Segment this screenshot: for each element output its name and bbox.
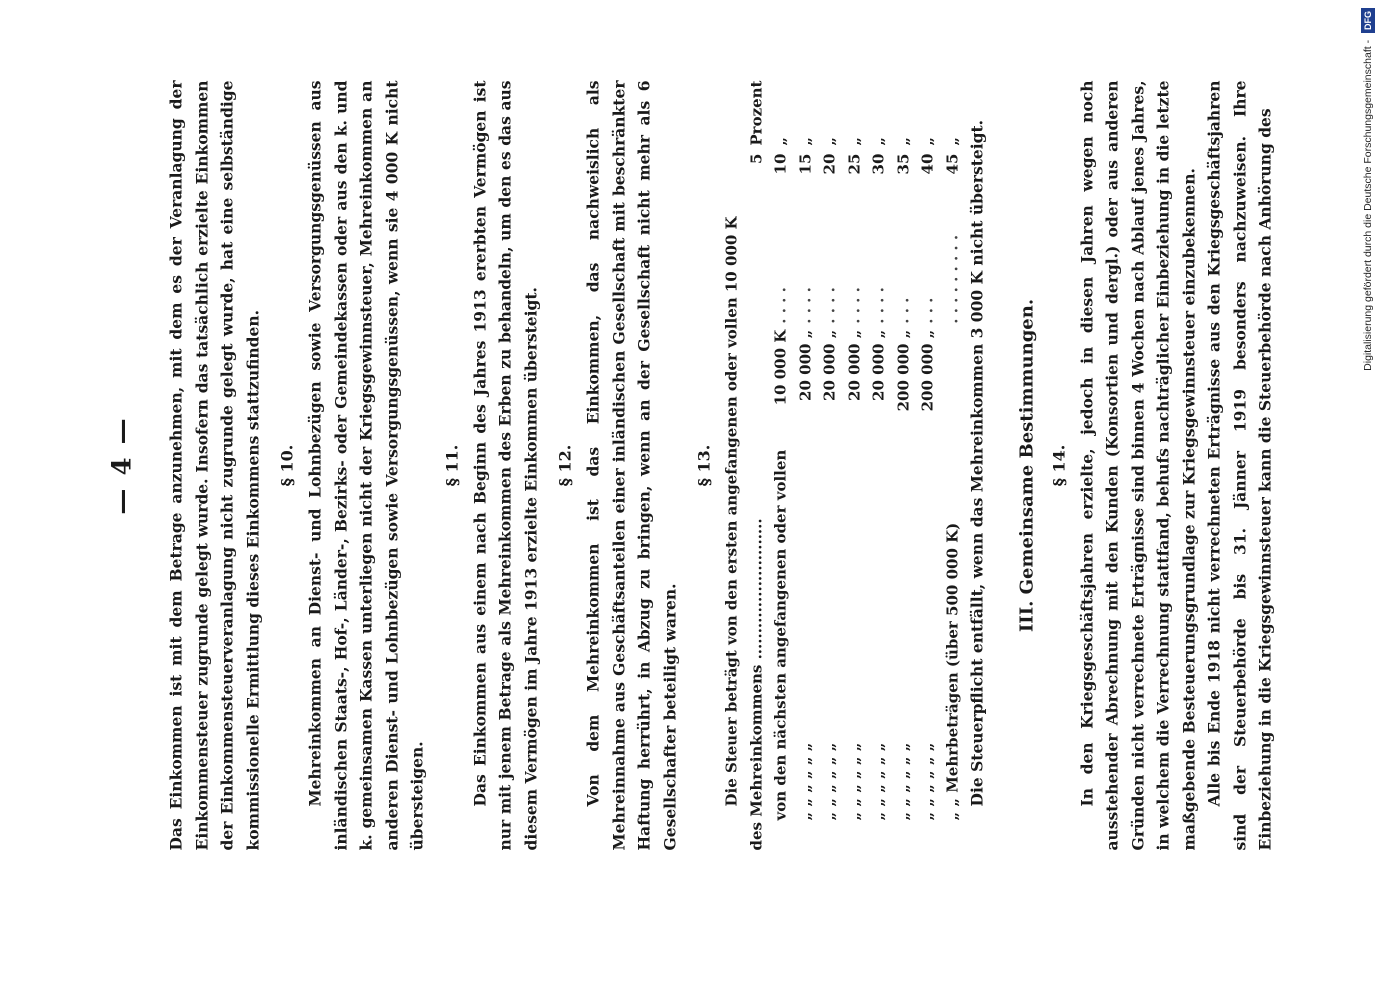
tax-rate-prefix: „ „ „ „ „ „ xyxy=(845,742,863,821)
section-10-title: § 10. xyxy=(277,444,297,487)
tax-rate-prefix: „ „ „ „ „ „ xyxy=(894,742,912,821)
tax-rate-percent: 35 xyxy=(894,153,912,175)
tax-rate-dots: . . . . xyxy=(820,287,839,324)
tax-lead-text: Die Steuer beträgt von den ersten angefangenen oder vollen 10 000 K des Mehreinkommens xyxy=(722,216,765,851)
tax-rate-prefix: „ „ Mehrbeträgen (über 500 000 K) xyxy=(943,522,961,821)
tax-rate-amount: 20 000 „ xyxy=(820,329,839,401)
dfg-logo: DFG xyxy=(1361,8,1375,33)
tax-rate-lead-row xyxy=(720,81,769,851)
tax-rate-row xyxy=(867,81,892,851)
tax-rate-amount: 20 000 „ xyxy=(869,329,888,401)
intro-paragraph: Das Einkommen ist mit dem Betrage anzunehmen, mit dem es der Veranlagung der Einkommensteuer zugrunde gelegt wurde. Insofern das tatsächlich erzielte Einkommen der Einkommensteuerveranlagung nicht zugrunde gelegt wurde, hat eine selbständige kommissionelle Ermittlung dieses Einkommens stattzufinden. xyxy=(166,80,262,851)
tax-rate-prefix: „ „ „ „ „ „ xyxy=(796,742,814,821)
tax-rate-dots: . . . xyxy=(894,297,912,324)
tax-rate-row xyxy=(940,81,965,851)
section-14-title: § 14. xyxy=(1049,444,1068,487)
tax-rate-percent: 15 xyxy=(796,153,814,175)
tax-rate-row xyxy=(916,81,941,851)
tax-rate-unit: „ xyxy=(943,136,961,146)
tax-rate-prefix: „ „ „ „ „ „ xyxy=(918,742,937,821)
tax-rate-prefix: von den nächsten angefangenen oder vollen xyxy=(771,449,790,821)
section-14-paragraph-1: In den Kriegsgeschäftsjahren erzielte, jedoch in diesen Jahren wegen noch ausstehender Abrechnung mit den Kunden (Konsortien und dergl.) oder aus anderen Gründen nicht verrechnete Erträgnisse sind binnen 4 Wochen nach Ablauf jenes Jahres, in welchem die Verrechnung stattfand, behufs nachträglicher Einbeziehung in die letzte maßgebende Besteuerungsgrundlage zur Kriegsgewinnsteuer einzubekennen. xyxy=(1077,80,1198,851)
page-number: — 4 — xyxy=(107,416,138,515)
tax-rate-unit: „ xyxy=(796,136,814,146)
tax-rate-unit: „ xyxy=(869,136,888,146)
part-3-heading: III. Gemeinsame Bestimmungen. xyxy=(1016,298,1037,633)
tax-rate-amount: 200 000 „ xyxy=(894,329,912,412)
tax-rate-unit: „ xyxy=(894,136,912,146)
section-12-text: Von dem Mehreinkommen ist das Einkommen, das nachweislich als Mehreinnahme aus Geschäftsanteilen einer inländischen Gesellschaft mit beschränkter Haftung herrührt, in Abzug zu bringen, wenn an der Gesellschaft nicht mehr als 6 Gesellschafter beteiligt waren. xyxy=(583,80,679,851)
tax-rate-row xyxy=(769,81,794,851)
digitization-sidebar xyxy=(1357,8,1379,398)
section-11-text: Das Einkommen aus einem nach Beginn des Jahres 1913 ererbten Vermögen ist nur mit jenem Betrage als Mehreinkommen des Erben zu behandeln, um den es das aus diesem Vermögen im Jahre 1913 erzielte Einkommen übersteigt. xyxy=(470,80,540,851)
tax-rate-percent: 40 xyxy=(918,153,937,175)
tax-rate-row xyxy=(842,81,867,851)
tax-rate-rows xyxy=(769,81,965,851)
tax-rate-dots: . . . . . . . . . xyxy=(943,234,961,324)
tax-rate-unit: „ xyxy=(845,136,863,146)
tax-rate-dots: . . . . xyxy=(796,287,814,324)
section-14-paragraph-2: Alle bis Ende 1918 nicht verrechneten Erträgnisse aus den Kriegsgeschäftsjahren sind der Steuerbehörde bis 31. Jänner 1919 besonders nachzuweisen. Ihre Einbeziehung in die Kriegsgewinnsteuer kann die Steuerbehörde nach Anhörung des xyxy=(1204,80,1275,851)
section-11-title: § 11. xyxy=(442,444,461,487)
tax-rate-prefix: „ „ „ „ „ „ xyxy=(820,742,839,821)
tax-rate-table xyxy=(720,81,965,851)
tax-rate-percent: 30 xyxy=(869,153,888,175)
section-12-title: § 12. xyxy=(555,444,575,487)
digitization-credit-text: Digitalisierung gefördert durch die Deutsche Forschungsgemeinschaft - xyxy=(1362,39,1374,371)
section-13-title: § 13. xyxy=(694,444,714,487)
tax-rate-dots: . . . . xyxy=(771,287,790,324)
tax-rate-amount xyxy=(940,324,965,450)
digitization-credit xyxy=(1357,8,1379,398)
tax-rate-row xyxy=(891,81,916,851)
tax-rate-row xyxy=(818,81,843,851)
tax-rate-dots: . . . xyxy=(918,297,937,324)
tax-rate-amount: 10 000 K xyxy=(771,329,790,406)
tax-rate-percent: 20 xyxy=(820,153,839,175)
tax-rate-unit: „ xyxy=(918,136,937,146)
tax-rate-percent: 45 xyxy=(943,153,961,175)
tax-rate-amount: 20 000 „ xyxy=(796,329,814,401)
tax-rate-unit: „ xyxy=(771,136,790,146)
page-body xyxy=(107,80,1279,851)
tax-rate-dots: . . . . xyxy=(845,287,863,324)
tax-rate-unit: „ xyxy=(820,136,839,146)
tax-rate-prefix: „ „ „ „ „ „ xyxy=(869,742,888,821)
tax-rate-amount: 200 000 „ xyxy=(918,329,937,412)
tax-lead-dots: ........................... xyxy=(747,518,765,660)
section-10-text: Mehreinkommen an Dienst- und Lohnbezügen sowie Versorgungsgenüssen aus inländischen Staats-, Hof-, Länder-, Bezirks- oder Gemeindekassen oder aus den k. und k. gemeinsamen Kassen unterliegen nicht der Kriegsgewinnsteuer, Mehreinkommen an anderen Dienst- und Lohnbezügen sowie Versorgungsgenüssen, wenn sie 4 000 K nicht übersteigen. xyxy=(305,80,427,851)
section-13-closing: Die Steuerpflicht entfällt, wenn das Mehreinkommen 3 000 K nicht übersteigt. xyxy=(967,120,987,807)
tax-rate-dots: . . . . xyxy=(869,287,888,324)
rotated-page-content xyxy=(0,1,1383,1000)
tax-rate-percent: 10 xyxy=(771,153,790,175)
tax-lead-unit: Prozent xyxy=(747,80,765,146)
tax-rate-row xyxy=(793,81,818,851)
tax-lead-percent: 5 xyxy=(747,153,765,165)
tax-rate-amount: 20 000 „ xyxy=(845,329,863,401)
tax-rate-percent: 25 xyxy=(845,153,863,175)
